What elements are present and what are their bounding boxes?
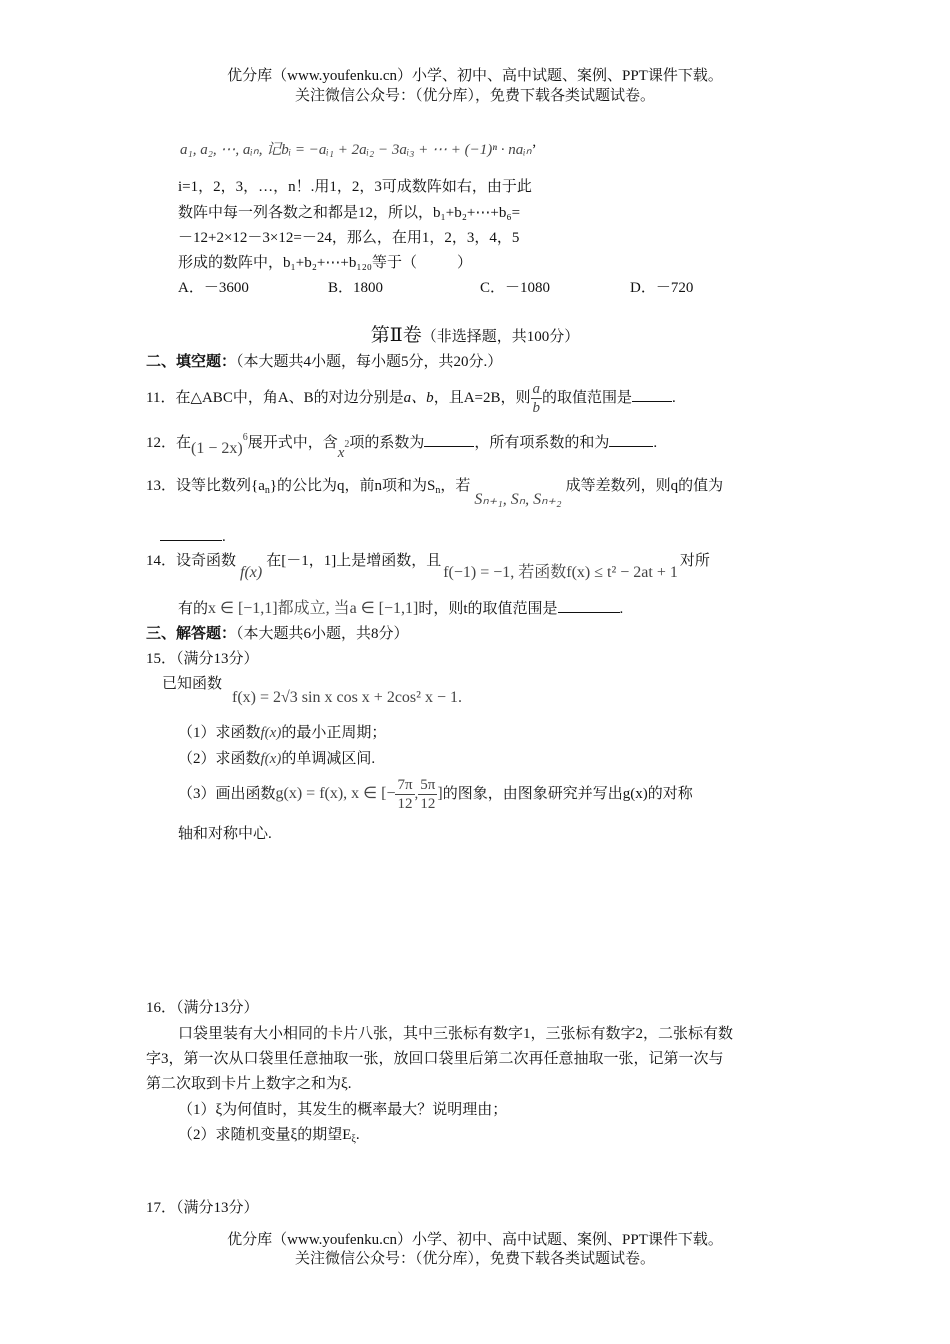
q12-text-b: 展开式中，含: [247, 435, 338, 451]
q15-part-2-fx: f(x): [260, 751, 282, 767]
q10-line-4: －12+2×12－3×12=－24，那么，在用1，2，3，4，5: [178, 230, 520, 246]
fill-heading: [146, 352, 502, 372]
q10-option-c: C．－1080: [480, 280, 551, 296]
q11-text-b: ，且A=2B，则: [433, 390, 531, 406]
q12-expr: (1 − 2x): [191, 440, 243, 457]
q17-title: 17．（满分13分）: [146, 1200, 259, 1216]
q12-x-exp: 2: [344, 439, 350, 450]
q10-option-d: D．－720: [630, 280, 694, 296]
q14-condition: f(−1) = −1, 若函数f(x) ≤ t² − 2at + 1: [443, 564, 678, 581]
q16-part-2: [178, 1125, 360, 1150]
footer-line-1: 优分库（www.youfenku.cn）小学、初中、高中试题、案例、PPT课件下载。: [227, 1232, 723, 1248]
q15-intro: 已知函数: [162, 676, 223, 692]
q13-text-a: 13．设等比数列{a: [146, 478, 265, 494]
header-line-1: 优分库（www.youfenku.cn）小学、初中、高中试题、案例、PPT课件下载。: [227, 68, 723, 84]
q16-title: 16．（满分13分）: [146, 1000, 259, 1016]
footer-line-2: 关注微信公众号：（优分库），免费下载各类试题试卷。: [294, 1251, 655, 1267]
q10-option-a: A．－3600: [178, 280, 249, 296]
q11: [146, 378, 676, 418]
q16-part-2-a: （2）求随机变量ξ的期望E: [178, 1127, 352, 1143]
section-2-title-note: （非选择题，共100分）: [421, 329, 580, 345]
q13-expr: Sₙ₊₁, Sₙ, Sₙ₊₂: [474, 491, 562, 508]
header-line-2: 关注微信公众号：（优分库），免费下载各类试题试卷。: [294, 88, 655, 104]
q13-text-d: 成等差数列，则q的值为: [565, 478, 724, 494]
q14-text-b: 在[－1，1]上是增函数，且: [266, 553, 442, 569]
q13-text-c: ，若: [440, 478, 471, 494]
q10-line-3: 数阵中每一列各数之和都是12，所以，b₁+b₂+⋯+b₆=: [178, 205, 521, 221]
q10-formula-comma: ’: [531, 142, 537, 158]
q13-end: .: [222, 529, 226, 545]
q11-frac-den: b: [532, 400, 540, 417]
q15-frac-2-num: 5π: [420, 777, 436, 794]
q14-fx: f(x): [240, 564, 263, 581]
q11-text-c: 的取值范围是: [542, 390, 633, 406]
q16-part-1: （1）ξ为何值时，其发生的概率最大？说明理由；: [178, 1102, 508, 1118]
q13-line-2: [160, 526, 226, 547]
q14-answer-blank[interactable]: [558, 598, 620, 613]
q15-part-3-line-2: 轴和对称中心.: [178, 826, 272, 842]
q10-formula: [180, 140, 537, 160]
q11-end: .: [672, 390, 676, 406]
q13-answer-blank[interactable]: [160, 526, 222, 541]
q14-line-2-a: 有的: [178, 601, 209, 617]
solve-heading-note: （本大题共6小题，共8分）: [236, 626, 409, 642]
section-2-title-main: 第Ⅱ卷: [370, 325, 422, 346]
q15-part-3-frac-2: [418, 776, 437, 813]
q16-line-2: 字3，第一次从口袋里任意抽取一张，放回口袋里后第二次再任意抽取一张，记第一次与: [146, 1051, 724, 1067]
q16-part-2-sub: ξ: [351, 1134, 356, 1145]
q12-x: x: [337, 445, 345, 461]
q10-line-2: i=1，2，3，…，n！.用1，2，3可成数阵如右，由于此: [178, 179, 532, 195]
q12-answer-blank-2[interactable]: [609, 432, 653, 447]
q15-part-2-b: 的单调减区间.: [281, 751, 376, 767]
fill-heading-note: （本大题共4小题，每小题5分，共20分.）: [236, 354, 503, 370]
q13-sub-n2: n: [435, 485, 441, 496]
q14-line-2: [178, 598, 623, 619]
q14-text-a: 14．设奇函数: [146, 553, 237, 569]
q13-text-b: }的公比为q，前n项和为S: [269, 478, 436, 494]
q14-text-c: 对所: [679, 553, 710, 569]
q15-part-1-b: 的最小正周期；: [281, 725, 387, 741]
q16-line-3: 第二次取到卡片上数字之和为ξ.: [146, 1076, 352, 1092]
q10-option-b: B．1800: [328, 280, 384, 296]
q15-part-1-a: （1）求函数: [178, 725, 261, 741]
q15-title: 15．（满分13分）: [146, 651, 259, 667]
q12-end: .: [653, 435, 658, 451]
q15-part-1-fx: f(x): [260, 725, 282, 741]
q16-line-1: 口袋里装有大小相同的卡片八张，其中三张标有数字1，三张标有数字2，二张标有数: [178, 1026, 734, 1042]
q14-line-2-b: 时，则t的取值范围是: [418, 601, 558, 617]
q14-end: .: [619, 601, 624, 617]
q10-line-5-close: ）: [457, 255, 473, 271]
q15-part-3-frac-1: [395, 776, 414, 813]
q15-frac-2-den: 12: [420, 796, 436, 813]
q15-frac-1-den: 12: [397, 796, 413, 813]
q15-part-3-math-b: ]: [437, 785, 443, 802]
q12-answer-blank-1[interactable]: [424, 432, 474, 447]
q11-vars: a、b: [403, 390, 434, 406]
q15-part-1: [178, 723, 386, 743]
q12-text-c: 项的系数为: [349, 435, 425, 451]
q12-text-a: 12．在: [146, 435, 192, 451]
solve-heading: [146, 624, 409, 644]
q11-frac-num: a: [532, 381, 540, 398]
q10-line-5-text: 形成的数阵中，b₁+b₂+⋯+b₁₂₀等于（: [178, 255, 418, 271]
q15-part-3: （3）画出函数g(x) = f(x), x ∈ [− $\frac{7\pi}{12}$ , $\frac{5\pi}{12}$ ]的图象，由图象研究并写出g(x)的对称: [178, 777, 693, 813]
q12-exp: 6: [242, 432, 248, 443]
q16-part-2-end: .: [355, 1127, 360, 1143]
section-2-title: [0, 326, 950, 347]
q11-answer-blank[interactable]: [632, 387, 672, 402]
q15-part-3-math-a: g(x) = f(x), x ∈ [−: [275, 785, 396, 802]
q15-part-3-b: 的图象，由图象研究并写出g(x)的对称: [442, 786, 693, 802]
q15-part-3-a: （3）画出函数: [178, 786, 276, 802]
solve-heading-label: 三、解答题：: [146, 626, 237, 642]
q11-text-a: 11．在△ABC中，角A、B的对边分别是: [146, 390, 404, 406]
q13: [146, 476, 723, 510]
fill-heading-label: 二、填空题：: [146, 354, 237, 370]
q15-frac-1-num: 7π: [397, 777, 413, 794]
q14: [146, 551, 710, 583]
q10-formula-text: a₁, a₂, ⋯, aᵢₙ, 记bᵢ = −aᵢ₁ + 2aᵢ₂ − 3aᵢ₃ + ⋯ + (−1)ⁿ · naᵢₙ: [180, 142, 532, 158]
q11-fraction: [531, 380, 543, 417]
q15-part-2-a: （2）求函数: [178, 751, 261, 767]
q12: [146, 426, 657, 465]
q14-line-2-math: x ∈ [−1,1]都成立, 当a ∈ [−1,1]: [208, 600, 419, 617]
q10-line-5: [178, 253, 472, 273]
q15-part-2: [178, 749, 375, 769]
q12-text-d: ，所有项系数的和为: [474, 435, 610, 451]
q13-sub-n: n: [264, 485, 270, 496]
q15-function: f(x) = 2√3 sin x cos x + 2cos² x − 1.: [232, 689, 462, 706]
